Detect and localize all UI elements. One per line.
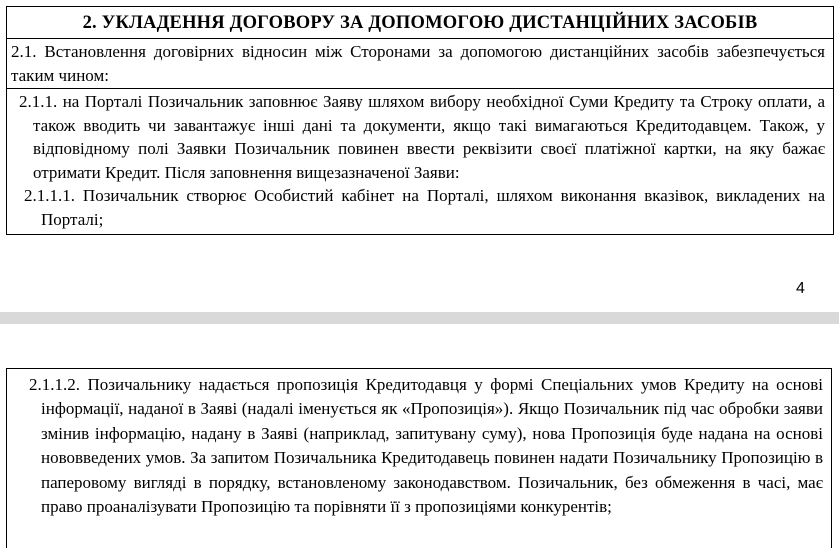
clause-2-1-1-1: 2.1.1.1. Позичальник створює Особистий кабінет на Порталі, шляхом виконання вказівок, викладених на Порталі; bbox=[24, 186, 825, 229]
clause-2-1-1-2-cell bbox=[6, 368, 832, 548]
clause-2-1-cell bbox=[7, 39, 833, 89]
page-number: 4 bbox=[796, 280, 805, 297]
clause-2-1-1-2: 2.1.1.2. Позичальнику надається пропозиція Кредитодавця у формі Спеціальних умов Кредиту на основі інформації, наданої в Заяві (надалі іменується як «Пропозиція»). Якщо Позичальник під час обробки заяви змінив інформацію, надану в Заяві (наприклад, запитувану суму), нова Пропозиція буде надана на основі нововведених умов. За запитом Позичальника Кредитодавець повинен надати Позичальнику Пропозицію в паперовому вигляді в порядку, встановленому законодавством. Позичальник, без обмеження в часі, має право проаналізувати Пропозицію та порівняти її з пропозиціями конкурентів; bbox=[29, 375, 823, 517]
section-title: 2. УКЛАДЕННЯ ДОГОВОРУ ЗА ДОПОМОГОЮ ДИСТАНЦІЙНИХ ЗАСОБІВ bbox=[7, 7, 833, 39]
previous-line-cutoff bbox=[6, 0, 832, 4]
clause-2-1: 2.1. Встановлення договірних відносин між Сторонами за допомогою дистанційних засобів забезпечується таким чином: bbox=[11, 42, 825, 85]
page-separator bbox=[0, 312, 839, 324]
clause-2-1-1: 2.1.1. на Порталі Позичальник заповнює Заяву шляхом вибору необхідної Суми Кредиту та Строку оплати, а також вводить чи завантажує інші дані та документи, якщо такі вимагаються Кредитодавцем. Також, у відповідному полі Заявки Позичальник повинен ввести реквізити своєї платіжної картки, на яку бажає отримати Кредит. Після заповнення вищезазначеної Заяви: bbox=[19, 92, 825, 182]
document-page-lower bbox=[0, 324, 839, 537]
clause-2-1-1-cell bbox=[7, 89, 833, 234]
contract-table bbox=[6, 6, 834, 235]
